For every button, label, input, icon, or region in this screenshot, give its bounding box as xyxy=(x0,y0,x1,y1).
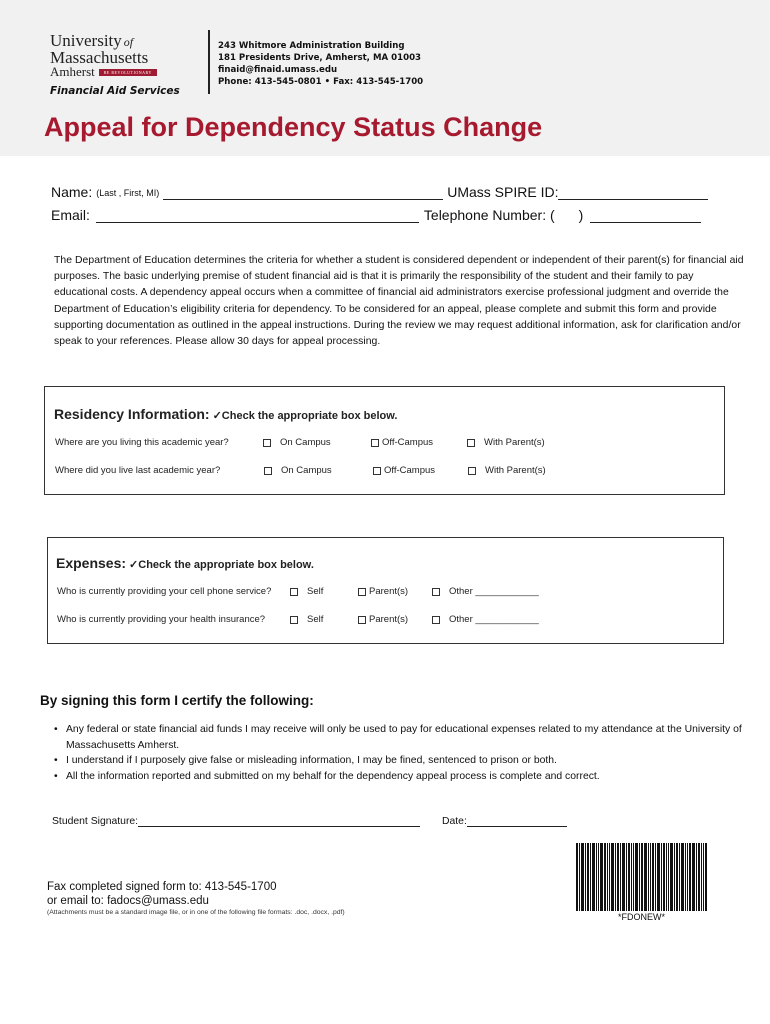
checkbox[interactable] xyxy=(373,467,381,475)
last-off-campus-option[interactable] xyxy=(373,465,435,476)
contact-email[interactable]: finaid@finaid.umass.edu xyxy=(218,65,338,75)
certification-item: • I understand if I purposely give false or misleading information, I may be fined, sentenced to prison or both. xyxy=(54,753,744,769)
option-label: Off-Campus xyxy=(384,465,436,476)
address-line-1: 243 Whitmore Administration Building xyxy=(218,41,405,51)
certification-list xyxy=(54,722,744,784)
option-label: Other ____________ xyxy=(449,614,539,625)
logo-massachusetts: Massachusetts xyxy=(50,48,149,67)
attachment-note: (Attachments must be a standard image file, or in one of the following file formats: .doc, .docx, .pdf) xyxy=(47,909,345,916)
expenses-heading-text: Expenses: xyxy=(56,555,127,571)
checkbox[interactable] xyxy=(432,588,440,596)
intro-paragraph: The Department of Education determines the criteria for whether a student is considered dependent or independent of their parent(s) for financial aid purposes. The basic underlying premise of student financial aid is that it is primarily the responsibility of the student and their family to pay educational costs. A dependency appeal occurs when a committee of financial aid administrators exercise professional judgment and override the Department of Education’s eligibility criteria for dependency. To be considered for an appeal, please complete and submit this form and provide supporting documentation as outlined in the appeal instructions. During the review we may request additional information, ask for clarification and/or speak to your references. Please allow 30 days for appeal processing. xyxy=(54,255,744,348)
option-label: With Parent(s) xyxy=(485,465,546,476)
expenses-question-insurance: Who is currently providing your health insurance? xyxy=(57,614,266,625)
insurance-parents-option[interactable] xyxy=(358,614,408,625)
name-hint: (Last , First, MI) xyxy=(96,188,160,198)
option-label: With Parent(s) xyxy=(484,437,545,448)
phone-other-option[interactable] xyxy=(432,586,539,597)
checkbox[interactable] xyxy=(290,588,298,596)
department-name: Financial Aid Services xyxy=(50,85,180,97)
student-signature-field[interactable] xyxy=(138,815,420,827)
option-label: Parent(s) xyxy=(369,586,409,597)
umass-logo xyxy=(50,33,200,97)
certification-item: • All the information reported and submitted on my behalf for the dependency appeal process is complete and correct. xyxy=(54,769,744,785)
checkbox[interactable] xyxy=(290,616,298,624)
date-field[interactable] xyxy=(467,815,567,827)
option-label: Self xyxy=(307,614,324,625)
logo-of: of xyxy=(123,35,134,49)
option-label: Off-Campus xyxy=(382,437,434,448)
student-signature-label: Student Signature: xyxy=(52,816,139,827)
option-label: On Campus xyxy=(280,437,331,448)
certification-item: • Any federal or state financial aid funds I may receive will only be used to pay for educational expenses related to my attendance at the University of Massachusetts Amherst. xyxy=(54,722,744,753)
residency-heading xyxy=(54,406,397,422)
expenses-question-phone: Who is currently providing your cell phone service? xyxy=(57,586,272,597)
logo-university: University xyxy=(50,31,122,50)
checkbox[interactable] xyxy=(264,467,272,475)
expenses-heading xyxy=(56,555,314,571)
phone-self-option[interactable] xyxy=(290,586,323,597)
checkbox[interactable] xyxy=(371,439,379,447)
email-field[interactable] xyxy=(96,209,419,223)
phone-parents-option[interactable] xyxy=(358,586,408,597)
current-with-parents-option[interactable] xyxy=(467,437,545,448)
checkbox[interactable] xyxy=(467,439,475,447)
certification-heading: By signing this form I certify the following: xyxy=(40,693,314,708)
residency-question-current: Where are you living this academic year? xyxy=(55,437,229,448)
current-off-campus-option[interactable] xyxy=(371,437,433,448)
fax-instruction: Fax completed signed form to: 413-545-1700 xyxy=(47,881,277,893)
option-label: Self xyxy=(307,586,324,597)
logo-amherst: Amherst xyxy=(50,64,95,79)
checkbox[interactable] xyxy=(358,616,366,624)
insurance-self-option[interactable] xyxy=(290,614,323,625)
checkbox[interactable] xyxy=(468,467,476,475)
telephone-label: Telephone Number: ( xyxy=(423,207,555,223)
spire-id-field[interactable] xyxy=(558,186,708,200)
checkbox[interactable] xyxy=(432,616,440,624)
spire-id-label: UMass SPIRE ID: xyxy=(447,184,559,200)
telephone-field[interactable] xyxy=(590,209,701,223)
residency-instruction: ✓Check the appropriate box below. xyxy=(212,410,398,422)
last-with-parents-option[interactable] xyxy=(468,465,546,476)
option-label: Other ____________ xyxy=(449,586,539,597)
expenses-instruction: ✓Check the appropriate box below. xyxy=(129,559,314,571)
last-on-campus-option[interactable] xyxy=(264,465,332,476)
barcode-label: *FDONEW* xyxy=(618,912,665,922)
area-code-field[interactable] xyxy=(555,209,579,223)
email-row xyxy=(51,207,701,223)
logo-tagline-bar: BE REVOLUTIONARY xyxy=(99,69,157,76)
name-row xyxy=(51,184,708,200)
option-label: On Campus xyxy=(281,465,332,476)
date-row xyxy=(442,815,567,827)
email-label: Email: xyxy=(51,207,90,223)
address-line-2: 181 Presidents Drive, Amherst, MA 01003 xyxy=(218,53,422,63)
residency-heading-text: Residency Information: xyxy=(54,406,210,422)
student-signature-row xyxy=(52,815,420,827)
contact-phone-fax: Phone: 413-545-0801 • Fax: 413-545-1700 xyxy=(218,77,424,87)
contact-block xyxy=(218,40,423,88)
residency-question-last: Where did you live last academic year? xyxy=(55,465,221,476)
name-field[interactable] xyxy=(163,186,443,200)
option-label: Parent(s) xyxy=(369,614,409,625)
form-title: Appeal for Dependency Status Change xyxy=(44,112,543,142)
barcode-image xyxy=(576,843,707,911)
date-label: Date: xyxy=(442,816,467,827)
checkbox[interactable] xyxy=(263,439,271,447)
checkbox[interactable] xyxy=(358,588,366,596)
submission-info xyxy=(47,880,277,908)
insurance-other-option[interactable] xyxy=(432,614,539,625)
header-divider xyxy=(208,30,210,94)
name-label: Name: xyxy=(51,184,93,200)
telephone-close-paren: ) xyxy=(578,207,584,223)
current-on-campus-option[interactable] xyxy=(263,437,331,448)
email-instruction: or email to: fadocs@umass.edu xyxy=(47,895,209,907)
